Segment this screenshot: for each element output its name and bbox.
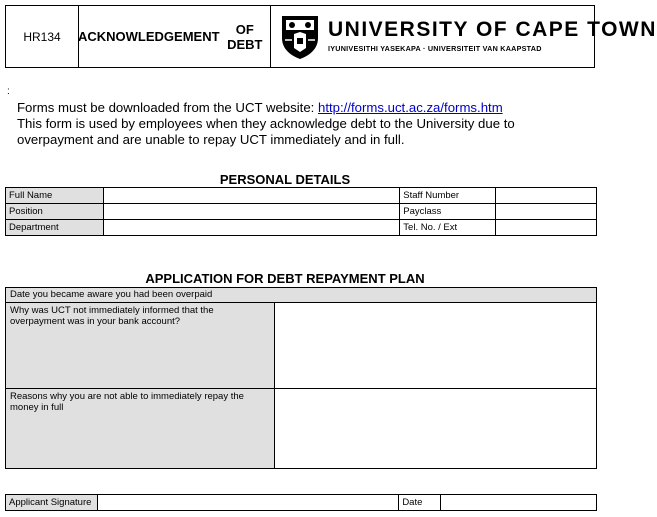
- date-label: Date: [399, 495, 441, 511]
- personal-row-full-name: [6, 188, 597, 204]
- not-informed-label: Why was UCT not immediately informed that the overpayment was in your bank account?: [6, 303, 275, 389]
- university-crest-icon: [280, 14, 320, 60]
- aware-row: [6, 288, 597, 303]
- reasons-field[interactable]: [274, 389, 596, 469]
- intro-line1: [17, 100, 515, 116]
- department-field[interactable]: [103, 220, 399, 236]
- applicant-signature-field[interactable]: [97, 495, 398, 511]
- signature-row: [6, 495, 597, 511]
- form-title: [78, 6, 271, 67]
- intro-line1-prefix: Forms must be downloaded from the UCT website:: [17, 100, 318, 115]
- payclass-field[interactable]: [496, 204, 597, 220]
- signature-table: [5, 494, 597, 511]
- personal-details-title: PERSONAL DETAILS: [219, 172, 351, 187]
- not-informed-row: [6, 303, 597, 389]
- full-name-field[interactable]: [103, 188, 399, 204]
- position-label: Position: [6, 204, 104, 220]
- tel-ext-label: Tel. No. / Ext: [400, 220, 496, 236]
- staff-number-label: Staff Number: [400, 188, 496, 204]
- intro-line2: This form is used by employees when they acknowledge debt to the University due to: [17, 116, 515, 131]
- intro-line3: overpayment and are unable to repay UCT immediately and in full.: [17, 132, 405, 147]
- university-subtitle: IYUNIVESITHI YASEKAPA · UNIVERSITEIT VAN KAAPSTAD: [328, 44, 542, 53]
- university-name: UNIVERSITY OF CAPE TOWN: [328, 18, 657, 41]
- personal-row-position: [6, 204, 597, 220]
- form-header: [5, 5, 657, 68]
- form-title-line2: OF DEBT: [227, 21, 263, 52]
- form-title-line1: ACKNOWLEDGEMENT: [78, 29, 220, 44]
- aware-date-label: Date you became aware you had been overpaid: [6, 288, 597, 303]
- personal-row-department: [6, 220, 597, 236]
- applicant-signature-label: Applicant Signature: [6, 495, 98, 511]
- reasons-row: [6, 389, 597, 469]
- reasons-label: Reasons why you are not able to immediately repay the money in full: [6, 389, 275, 469]
- payclass-label: Payclass: [400, 204, 496, 220]
- application-table: [5, 287, 597, 469]
- form-code: HR134: [6, 6, 79, 67]
- application-title: APPLICATION FOR DEBT REPAYMENT PLAN: [145, 271, 425, 286]
- forms-website-link[interactable]: http://forms.uct.ac.za/forms.htm: [318, 100, 503, 115]
- staff-number-field[interactable]: [496, 188, 597, 204]
- not-informed-field[interactable]: [274, 303, 596, 389]
- intro-text: [17, 100, 515, 148]
- position-field[interactable]: [103, 204, 399, 220]
- department-label: Department: [6, 220, 104, 236]
- date-field[interactable]: [441, 495, 597, 511]
- tel-ext-field[interactable]: [496, 220, 597, 236]
- university-logo: [270, 6, 657, 67]
- intro-marker: :: [7, 86, 10, 97]
- full-name-label: Full Name: [6, 188, 104, 204]
- personal-details-table: [5, 187, 597, 236]
